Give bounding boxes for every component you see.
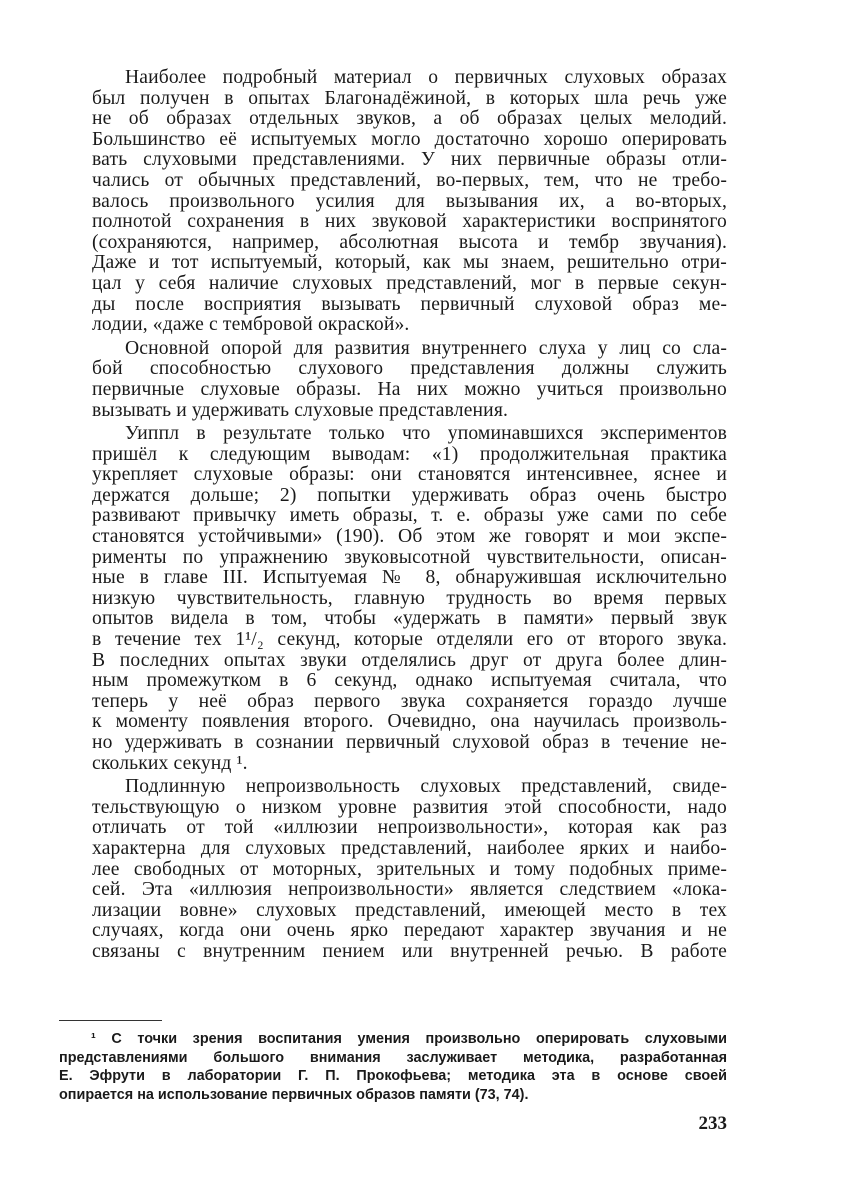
- text-line: (сохраняются, например, абсолютная высота и тембр звучания).: [92, 231, 727, 253]
- text-line: лизации вовне» слуховых представлений, имеющей место в тех: [92, 899, 727, 921]
- text-line: скольких секунд ¹.: [92, 752, 248, 774]
- text-line: ные в главе III. Испытуемая № 8, обнаружившая исключительно: [92, 567, 727, 589]
- text-line: вызывать и удерживать слуховые представления.: [92, 399, 509, 421]
- footnote-divider: [59, 1020, 162, 1021]
- text-line: цал у себя наличие слуховых представлений, мог в первые секун-: [92, 272, 727, 294]
- text-line: к моменту появления второго. Очевидно, она научилась произволь-: [92, 711, 727, 733]
- footnote-line: представлениями большого внимания заслуживает методика, разработанная: [59, 1049, 727, 1066]
- text-line: Подлинную непроизвольность слуховых представлений, свиде-: [125, 776, 727, 798]
- paragraph-2: [59, 339, 727, 421]
- text-line: ды после восприятия вызывать первичный слуховой образ ме-: [92, 293, 727, 315]
- paragraph-1: [59, 68, 727, 336]
- text-line: Основной опорой для развития внутреннего слуха у лиц со сла-: [125, 337, 727, 359]
- text-line: укрепляет слуховые образы: они становятся интенсивнее, яснее и: [92, 464, 727, 486]
- text-line: держатся дольше; 2) попытки удерживать образ очень быстро: [92, 484, 727, 506]
- footnote-line: ¹ С точки зрения воспитания умения произвольно оперировать слуховыми: [91, 1031, 727, 1047]
- text-line: вать слуховыми представлениями. У них первичные образы отли-: [92, 149, 727, 171]
- main-text: [59, 68, 727, 963]
- text-line: лодии, «даже с тембровой окраской».: [92, 314, 410, 336]
- text-line: чались от обычных представлений, во-первых, тем, что не требо-: [92, 169, 727, 191]
- text-line: но удерживать в сознании первичный слуховой образ в течение не-: [92, 732, 727, 753]
- text-line: связаны с внутренним пением или внутренней речью. В работе: [92, 940, 727, 962]
- text-line: лее свободных от моторных, зрительных и тому подобных приме-: [92, 858, 727, 880]
- text-line: низкую чувствительность, главную трудность во время первых: [92, 587, 727, 609]
- paragraph-3: [59, 424, 727, 774]
- text-line: Даже и тот испытуемый, который, как мы знаем, решительно отри-: [92, 252, 727, 274]
- text-line: валось произвольного усилия для вызывания их, а во-вторых,: [92, 190, 727, 212]
- text-line: опытов видела в том, чтобы «удержать в памяти» первый звук: [92, 608, 727, 630]
- text-line: случаях, когда они очень ярко передают характер звучания и не: [92, 920, 727, 942]
- text-line: первичные слуховые образы. На них можно учиться произвольно: [92, 378, 727, 400]
- text-line: характерна для слуховых представлений, наиболее ярких и наибо-: [92, 837, 727, 859]
- text-line: отличать от той «иллюзии непроизвольности», которая как раз: [92, 817, 727, 839]
- text-line: полнотой сохранения в них звуковой характеристики воспринятого: [92, 211, 727, 233]
- text-line: был получен в опытах Благонадёжиной, в которых шла речь уже: [92, 87, 727, 109]
- text-line: рименты по упражнению звуковысотной чувствительности, описан-: [92, 546, 727, 568]
- text-line: В последних опытах звуки отделялись друг от друга более длин-: [92, 649, 727, 671]
- page-number: 233: [698, 1113, 727, 1134]
- text-line: Уиппл в результате только что упоминавшихся экспериментов: [125, 423, 727, 445]
- text-line: не об образах отдельных звуков, а об образах целых мелодий.: [92, 108, 727, 130]
- text-line: теперь у неё образ первого звука сохраняется гораздо лучше: [92, 690, 727, 712]
- text-line: тельствующую о низком уровне развития этой способности, надо: [92, 796, 727, 818]
- text-line: становятся устойчивыми» (190). Об этом же говорят и мои экспе-: [92, 526, 727, 548]
- footnote-line: опирается на использование первичных образов памяти (73, 74).: [59, 1086, 529, 1103]
- text-line: ным промежутком в 6 секунд, однако испытуемая считала, что: [92, 670, 727, 692]
- book-page: [59, 68, 727, 1178]
- text-line: сей. Эта «иллюзия непроизвольности» является следствием «лока-: [92, 879, 727, 901]
- text-line: пришёл к следующим выводам: «1) продолжительная практика: [92, 443, 727, 465]
- text-line: в течение тех 1¹/₂ секунд, которые отделяли его от второго звука.: [92, 629, 727, 651]
- footnote-line: Е. Эфрути в лаборатории Г. П. Прокофьева; методика эта в основе своей: [59, 1068, 727, 1085]
- footnote: [59, 1030, 727, 1104]
- text-line: Большинство её испытуемых могло достаточно хорошо оперировать: [92, 128, 727, 150]
- text-line: развивают привычку иметь образы, т. е. образы уже сами по себе: [92, 505, 727, 527]
- paragraph-4: [59, 777, 727, 962]
- text-line: бой способностью слухового представления должны служить: [92, 358, 727, 380]
- text-line: Наиболее подробный материал о первичных слуховых образах: [125, 67, 727, 88]
